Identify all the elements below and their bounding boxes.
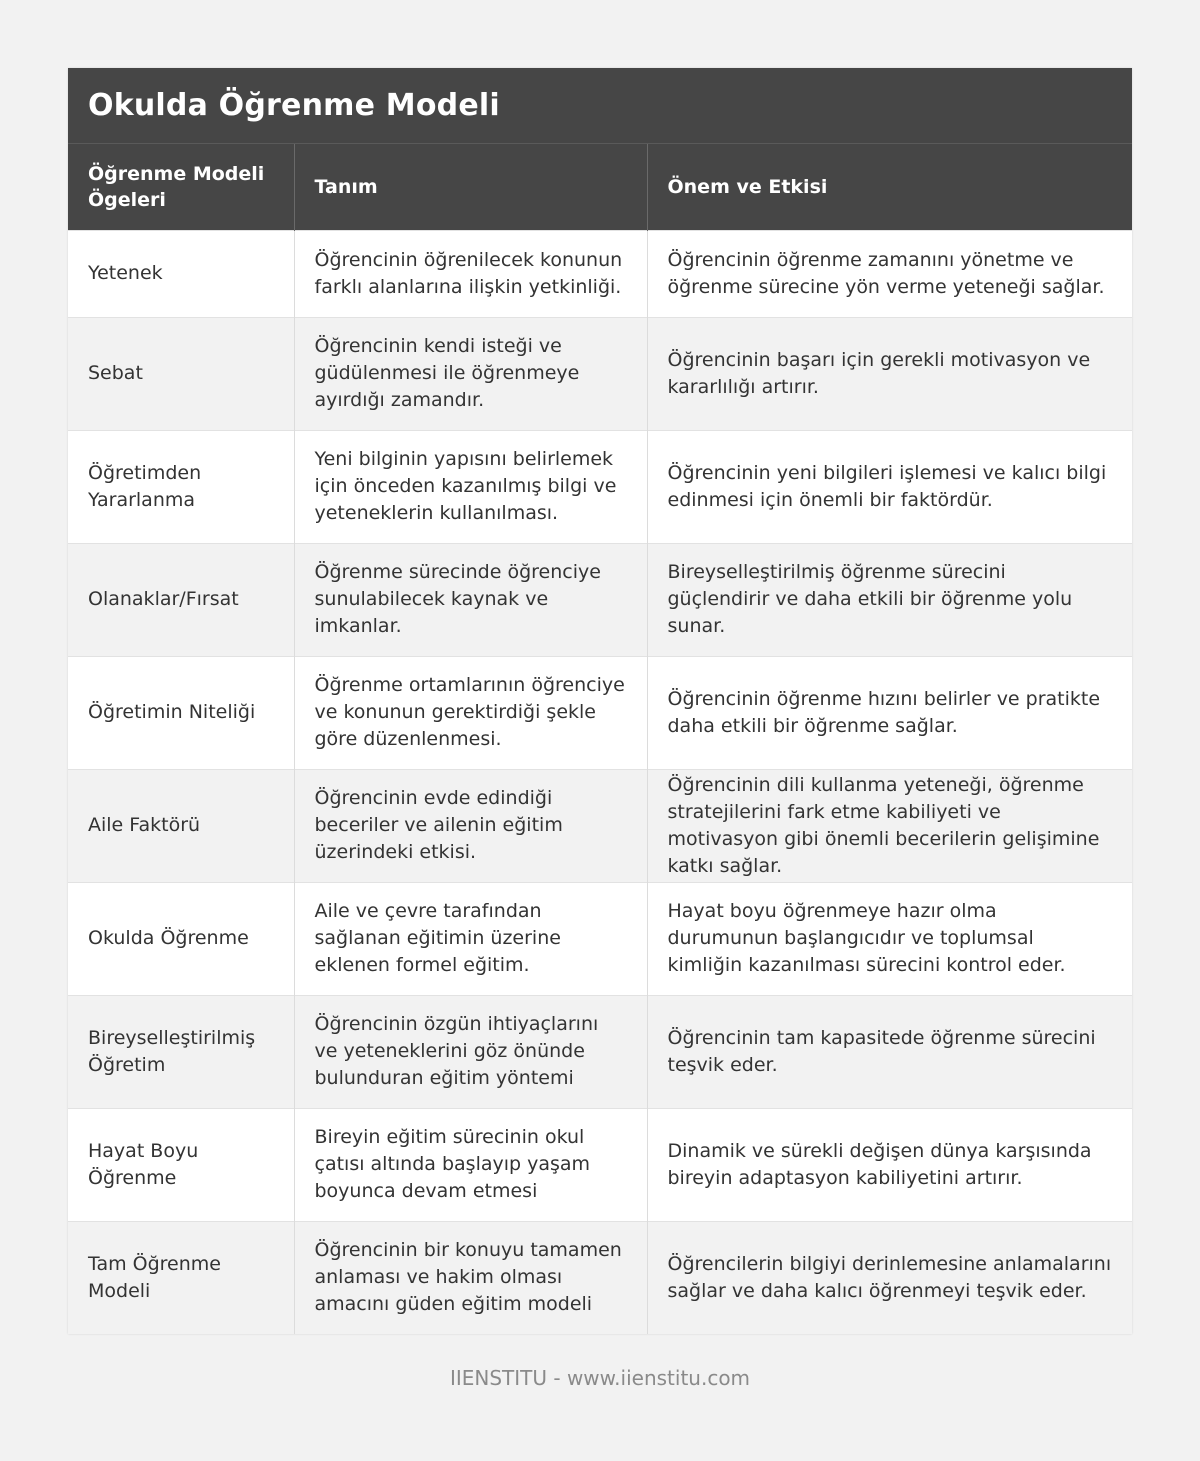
row-definition-cell: Öğrencinin öğrenilecek konunun farklı alanlarına ilişkin yetkinliği. <box>294 230 647 317</box>
row-element-cell: Aile Faktörü <box>68 769 294 882</box>
table-row <box>68 995 1132 1108</box>
table-row <box>68 1108 1132 1221</box>
column-header-element: Öğrenme Modeli Ögeleri <box>68 144 294 230</box>
column-header-importance: Önem ve Etkisi <box>647 144 1132 230</box>
table-row <box>68 769 1132 882</box>
row-importance-cell: Öğrencinin öğrenme hızını belirler ve pratikte daha etkili bir öğrenme sağlar. <box>647 656 1132 769</box>
footer-credit: IIENSTITU - www.iienstitu.com <box>449 1366 751 1390</box>
row-importance-cell: Bireyselleştirilmiş öğrenme sürecini güçlendirir ve daha etkili bir öğrenme yolu sunar. <box>647 543 1132 656</box>
row-definition-cell: Yeni bilginin yapısını belirlemek için önceden kazanılmış bilgi ve yeteneklerin kullanılması. <box>294 430 647 543</box>
table-body <box>68 230 1132 1334</box>
row-importance-cell: Öğrencinin yeni bilgileri işlemesi ve kalıcı bilgi edinmesi için önemli bir faktördür. <box>647 430 1132 543</box>
table-header <box>68 144 1132 230</box>
table-row <box>68 317 1132 430</box>
row-definition-cell: Öğrenme ortamlarının öğrenciye ve konunun gerektirdiği şekle göre düzenlenmesi. <box>294 656 647 769</box>
row-importance-cell: Hayat boyu öğrenmeye hazır olma durumunun başlangıcıdır ve toplumsal kimliğin kazanılması sürecini kontrol eder. <box>647 882 1132 995</box>
table-row <box>68 430 1132 543</box>
row-importance-cell: Öğrencinin başarı için gerekli motivasyon ve kararlılığı artırır. <box>647 317 1132 430</box>
table-row <box>68 1221 1132 1334</box>
header-row <box>68 144 1132 230</box>
table-row <box>68 543 1132 656</box>
page-title: Okulda Öğrenme Modeli <box>88 88 500 123</box>
row-definition-cell: Bireyin eğitim sürecinin okul çatısı altında başlayıp yaşam boyunca devam etmesi <box>294 1108 647 1221</box>
row-element-cell: Tam Öğrenme Modeli <box>68 1221 294 1334</box>
row-definition-cell: Aile ve çevre tarafından sağlanan eğitimin üzerine eklenen formel eğitim. <box>294 882 647 995</box>
row-importance-cell: Öğrencinin tam kapasitede öğrenme sürecini teşvik eder. <box>647 995 1132 1108</box>
row-definition-cell: Öğrencinin özgün ihtiyaçlarını ve yeteneklerini göz önünde bulunduran eğitim yöntemi <box>294 995 647 1108</box>
data-table <box>68 144 1132 1334</box>
table-row <box>68 656 1132 769</box>
row-importance-cell: Öğrencinin öğrenme zamanını yönetme ve öğrenme sürecine yön verme yeteneği sağlar. <box>647 230 1132 317</box>
row-definition-cell: Öğrencinin evde edindiği beceriler ve ailenin eğitim üzerindeki etkisi. <box>294 769 647 882</box>
table-row <box>68 882 1132 995</box>
table-card <box>68 68 1132 1334</box>
row-element-cell: Sebat <box>68 317 294 430</box>
row-element-cell: Olanaklar/Fırsat <box>68 543 294 656</box>
title-bar <box>68 68 1132 144</box>
row-importance-cell: Dinamik ve sürekli değişen dünya karşısında bireyin adaptasyon kabiliyetini artırır. <box>647 1108 1132 1221</box>
row-element-cell: Öğretimin Niteliği <box>68 656 294 769</box>
row-importance-cell: Öğrencilerin bilgiyi derinlemesine anlamalarını sağlar ve daha kalıcı öğrenmeyi teşvik eder. <box>647 1221 1132 1334</box>
row-element-cell: Okulda Öğrenme <box>68 882 294 995</box>
row-definition-cell: Öğrenme sürecinde öğrenciye sunulabilecek kaynak ve imkanlar. <box>294 543 647 656</box>
row-element-cell: Öğretimden Yararlanma <box>68 430 294 543</box>
row-element-cell: Yetenek <box>68 230 294 317</box>
table-row <box>68 230 1132 317</box>
row-element-cell: Bireyselleştirilmiş Öğretim <box>68 995 294 1108</box>
row-definition-cell: Öğrencinin kendi isteği ve güdülenmesi ile öğrenmeye ayırdığı zamandır. <box>294 317 647 430</box>
row-definition-cell: Öğrencinin bir konuyu tamamen anlaması ve hakim olması amacını güden eğitim modeli <box>294 1221 647 1334</box>
row-importance-cell: Öğrencinin dili kullanma yeteneği, öğrenme stratejilerini fark etme kabiliyeti ve motivasyon gibi önemli becerilerin gelişimine katkı sağlar. <box>647 769 1132 882</box>
column-header-definition: Tanım <box>294 144 647 230</box>
row-element-cell: Hayat Boyu Öğrenme <box>68 1108 294 1221</box>
